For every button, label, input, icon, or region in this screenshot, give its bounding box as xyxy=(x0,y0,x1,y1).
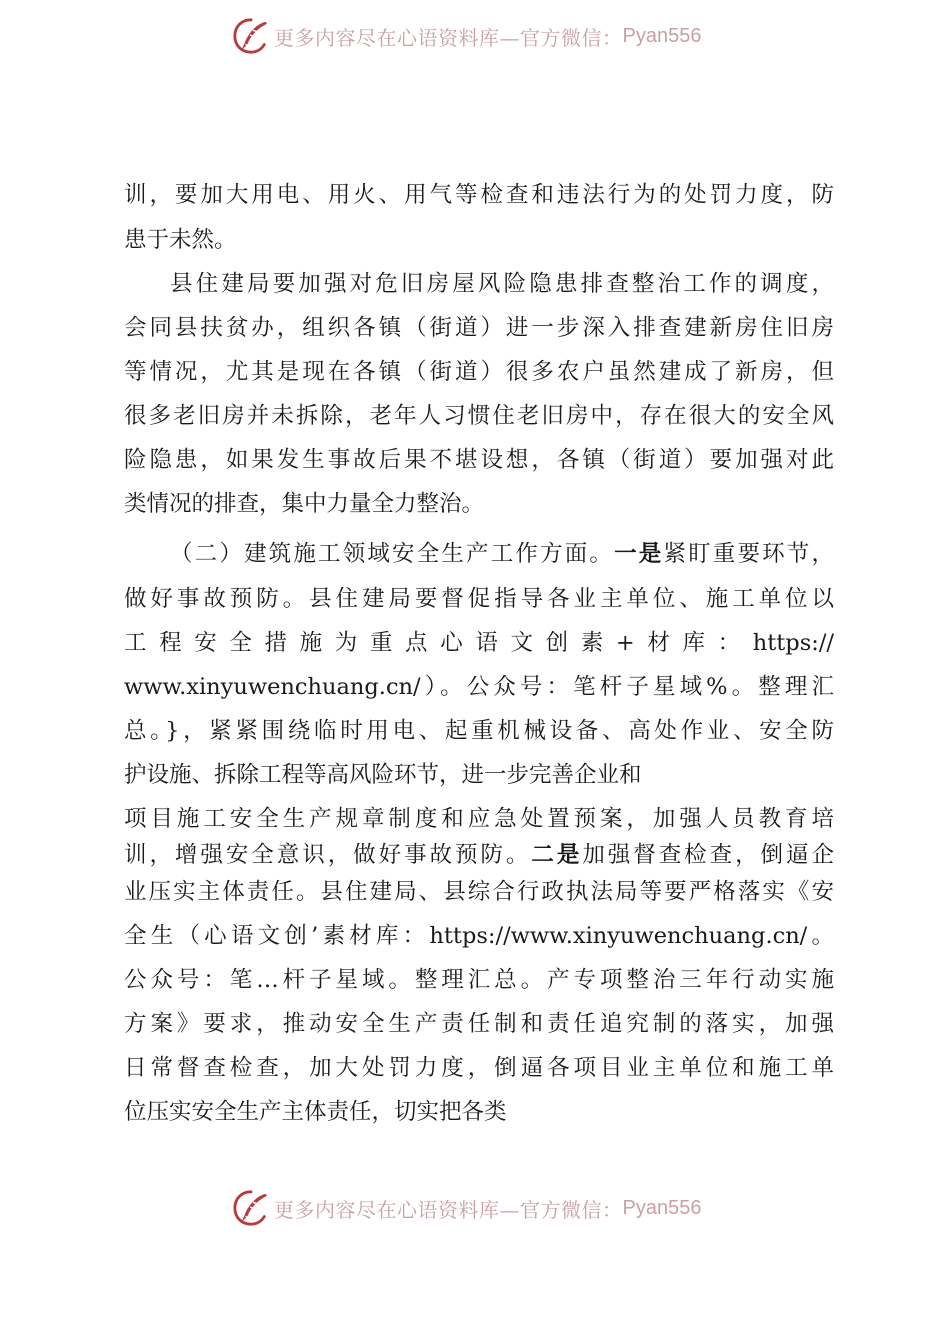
paragraph-3-line-9: 业压实主体责任。县住建局、县综合行政执法局等要严格落实《安 xyxy=(124,879,834,905)
footer-banner-text: 更多内容尽在心语资料库—官方微信： xyxy=(274,1197,623,1222)
paragraph-3-line-1-bold: 一是 xyxy=(614,541,664,567)
paragraph-3-line-8-bold: 二是 xyxy=(531,842,583,868)
paragraph-3-line-12: 方案》要求，推动安全生产责任制和责任追究制的落实，加强 xyxy=(124,1011,834,1037)
paragraph-3-line-1-text-b: 紧盯重要环节， xyxy=(663,541,834,567)
paragraph-3-line-10: 全生（心语文创’素材库：https://www.xinyuwenchuang.cn/。 xyxy=(124,923,834,949)
header-banner-text: 更多内容尽在心语资料库—官方微信： xyxy=(274,25,623,50)
paragraph-3-line-13: 日常督查检查，加大处罚力度，倒逼各项目业主单位和施工单 xyxy=(124,1055,834,1081)
paragraph-3-line-8 xyxy=(124,839,834,871)
paragraph-3-line-8-text-a: 训，增强安全意识，做好事故预防。 xyxy=(124,842,532,868)
paragraph-2-line-4: 很多老旧房并未拆除，老年人习惯住老旧房中，存在很大的安全风 xyxy=(124,403,834,429)
paragraph-3-line-2: 做好事故预防。县住建局要督促指导各业主单位、施工单位以 xyxy=(124,586,834,612)
header-banner-id: Pyan556 xyxy=(622,24,702,47)
paragraph-3-line-1 xyxy=(170,538,834,570)
paragraph-3-line-14: 位压实安全生产主体责任，切实把各类 xyxy=(124,1099,507,1125)
paragraph-3-line-11: 公众号：笔…杆子星域。整理汇总。产专项整治三年行动实施 xyxy=(124,967,834,993)
paragraph-1-line-2: 患于未然。 xyxy=(124,227,237,253)
paragraph-3-line-6: 护设施、拆除工程等高风险环节，进一步完善企业和 xyxy=(124,762,642,788)
paragraph-3-line-7: 项目施工安全生产规章制度和应急处置预案，加强人员教育培 xyxy=(124,806,834,832)
paragraph-3-line-3: 工程安全措施为重点心语文创素+材库：https:// xyxy=(124,630,834,656)
paragraph-2-line-5: 险隐患，如果发生事故后果不堪设想，各镇（街道）要加强对此 xyxy=(124,447,834,473)
paragraph-2-line-3: 等情况，尤其是现在各镇（街道）很多农户虽然建成了新房，但 xyxy=(124,359,834,385)
paragraph-1-line-1: 训，要加大用电、用火、用气等检查和违法行为的处罚力度，防 xyxy=(124,182,834,208)
feather-pen-logo-icon xyxy=(232,1189,270,1227)
paragraph-3-line-1-text-a: （二）建筑施工领域安全生产工作方面。 xyxy=(170,541,615,567)
paragraph-2-line-6: 类情况的排查，集中力量全力整治。 xyxy=(124,491,485,517)
paragraph-3-line-4: www.xinyuwenchuang.cn/）。公众号：笔杆子星域%。整理汇 xyxy=(124,674,834,700)
footer-banner xyxy=(232,1186,752,1230)
footer-banner-id: Pyan556 xyxy=(622,1196,702,1219)
paragraph-2-line-2: 会同县扶贫办，组织各镇（街道）进一步深入排查建新房住旧房 xyxy=(124,315,834,341)
paragraph-3-line-5: 总。}，紧紧围绕临时用电、起重机械设备、高处作业、安全防 xyxy=(124,718,834,744)
paragraph-2-line-1: 县住建局要加强对危旧房屋风险隐患排查整治工作的调度， xyxy=(170,271,834,297)
paragraph-3-line-8-text-b: 加强督查检查，倒逼企 xyxy=(582,842,834,868)
